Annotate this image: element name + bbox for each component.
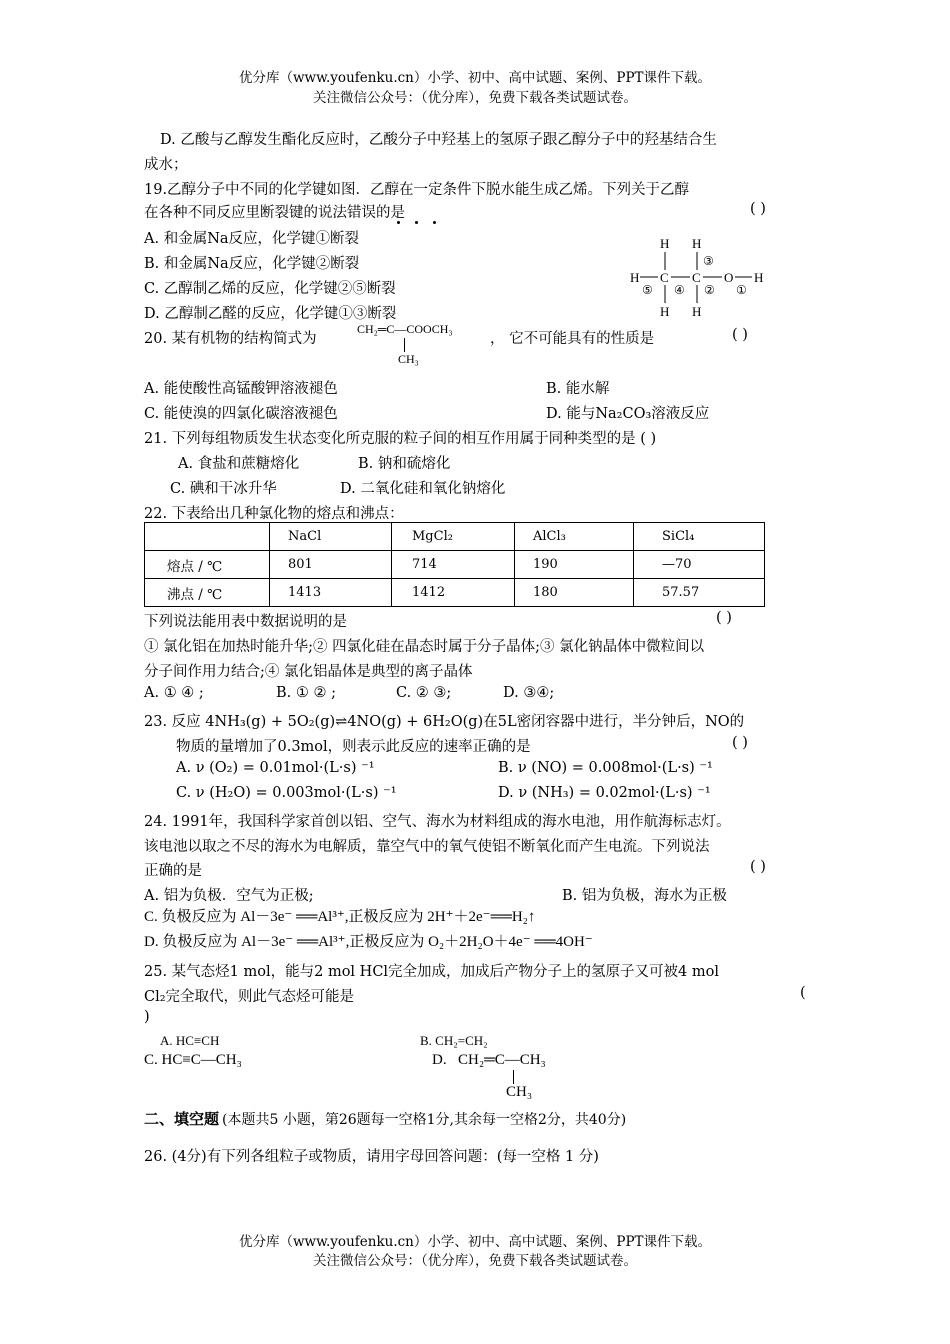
q20-option-b: B. 能水解 (546, 381, 610, 397)
chloride-data-table (144, 522, 765, 607)
table-cell: 沸点 / ℃ (145, 579, 270, 607)
q19-option-b: B. 和金属Na反应，化学键②断裂 (144, 256, 360, 272)
table-row (145, 551, 765, 579)
q23-option-b: B. ν (NO) = 0.008mol·(L·s) ⁻¹ (498, 760, 713, 776)
q25-stem-line2: Cl₂完全取代，则此气态烃可能是 (144, 989, 355, 1005)
table-header-cell: NaCl (270, 523, 392, 551)
q18-option-d-line2: 成水； (144, 157, 188, 173)
q19-option-a: A. 和金属Na反应，化学键①断裂 (144, 231, 360, 247)
svg-text:O: O (724, 270, 734, 285)
q21-option-d: D. 二氧化硅和氧化钠熔化 (340, 481, 506, 497)
q24-stem-line3: 正确的是 (144, 863, 202, 879)
header-line-2: 关注微信公众号：（优分库），免费下载各类试题试卷。 (313, 90, 637, 106)
bond-label-2: ② (704, 283, 715, 297)
q23-option-c: C. ν (H₂O) = 0.003mol·(L·s) ⁻¹ (176, 785, 397, 801)
q20-stem-pre: 20. 某有机物的结构简式为 (144, 331, 317, 347)
svg-text:H: H (660, 304, 670, 319)
q24-option-a: A. 铝为负极．空气为正极; (144, 888, 314, 904)
q24-stem-line2: 该电池以取之不尽的海水为电解质，靠空气中的氧气使铝不断氧化而产生电流。下列说法 (144, 839, 710, 855)
table-header-cell: AlCl₃ (515, 523, 634, 551)
table-cell: —70 (634, 551, 765, 579)
q24-option-b: B. 铝为负极，海水为正极 (562, 888, 727, 904)
q22-option-d: D. ③④; (503, 685, 555, 701)
q20-formula-top: CH₂═C—COOCH₃ (357, 322, 453, 336)
svg-text:H: H (630, 270, 640, 285)
bond-label-5: ⑤ (642, 283, 653, 297)
table-cell: 714 (392, 551, 515, 579)
q23-option-d: D. ν (NH₃) = 0.02mol·(L·s) ⁻¹ (498, 785, 711, 801)
svg-text:C: C (660, 270, 669, 285)
ethanol-bond-diagram (620, 232, 780, 322)
table-header-cell: SiCl₄ (634, 523, 765, 551)
q23-stem-line1: 23. 反应 4NH₃(g) + 5O₂(g)⇌4NO(g) + 6H₂O(g)在5L密闭容器中进行，半分钟后，NO的 (144, 714, 745, 730)
q22-question: 下列说法能用表中数据说明的是 (144, 614, 347, 630)
q22-option-a: A. ① ④ ; (144, 685, 204, 701)
q25-option-b: B. CH₂=CH₂ (420, 1033, 488, 1048)
q20-option-a: A. 能使酸性高锰酸钾溶液褪色 (144, 381, 338, 397)
q20-option-d: D. 能与Na₂CO₃溶液反应 (546, 406, 710, 422)
header-line-1: 优分库（www.youfenku.cn）小学、初中、高中试题、案例、PPT课件下载。 (238, 70, 712, 86)
footer-line-2: 关注微信公众号：（优分库），免费下载各类试题试卷。 (313, 1253, 637, 1269)
diagram-h: H (660, 236, 670, 251)
q21-stem: 21. 下列每组物质发生状态变化所克服的粒子间的相互作用属于同种类型的是 ( ) (144, 431, 657, 447)
q25-paren-open: ( (800, 985, 806, 1001)
bond-label-4: ④ (674, 283, 685, 297)
section-2-title: 二、填空题 (144, 1110, 220, 1128)
svg-text:C: C (692, 270, 701, 285)
q25-stem-line1: 25. 某气态烃1 mol，能与2 mol HCl完全加成，加成后产物分子上的氢原子又可被4 mol (144, 964, 720, 980)
table-cell: 190 (515, 551, 634, 579)
q20-answer-blank: ( ) (732, 327, 748, 343)
q20-formula-bond (404, 338, 405, 352)
q21-option-a: A. 食盐和蔗糖熔化 (178, 456, 300, 472)
q20-formula-bottom: CH₃ (398, 352, 419, 366)
q24-answer-blank: ( ) (750, 859, 766, 875)
table-cell: 熔点 / ℃ (145, 551, 270, 579)
bond-label-3: ③ (703, 254, 714, 268)
q22-stem: 22. 下表给出几种氯化物的熔点和沸点： (144, 506, 404, 522)
q25-option-d-bond (513, 1070, 514, 1084)
table-cell: 57.57 (634, 579, 765, 607)
q25-option-c: C. HC≡C—CH₃ (144, 1052, 242, 1068)
svg-text:H: H (754, 270, 764, 285)
q25-option-a: A. HC≡CH (160, 1033, 220, 1048)
table-header-row (145, 523, 765, 551)
table-header-cell (145, 523, 270, 551)
table-header-cell: MgCl₂ (392, 523, 515, 551)
table-cell: 801 (270, 551, 392, 579)
q22-option-b: B. ① ② ; (276, 685, 336, 701)
q25-option-d-formula-top: CH₂═C—CH₃ (458, 1052, 546, 1068)
q20-stem-post: ， 它不可能具有的性质是 (490, 331, 655, 347)
q21-option-c: C. 碘和干冰升华 (170, 481, 277, 497)
q24-option-c: C. 负极反应为 Al－3e⁻ ══Al³⁺,正极反应为 2H⁺＋2e⁻══H₂↑ (144, 909, 536, 925)
q22-statements-line1: ① 氯化铝在加热时能升华;② 四氯化硅在晶态时属于分子晶体;③ 氯化钠晶体中微粒间以 (144, 639, 705, 655)
q19-option-c: C. 乙醇制乙烯的反应，化学键②⑤断裂 (144, 281, 396, 297)
q22-answer-blank: ( ) (716, 610, 732, 626)
bond-label-1: ① (736, 283, 747, 297)
q23-option-a: A. ν (O₂) = 0.01mol·(L·s) ⁻¹ (176, 760, 375, 776)
section-2-note: (本题共5 小题，第26题每一空格1分,其余每一空格2分，共40分) (222, 1112, 627, 1128)
svg-text:H: H (692, 304, 702, 319)
q26-stem: 26. (4分)有下列各组粒子或物质，请用字母回答问题：(每一空格 1 分) (144, 1149, 599, 1165)
q23-stem-line2: 物质的量增加了0.3mol，则表示此反应的速率正确的是 (176, 739, 531, 755)
q25-paren-close: ) (144, 1009, 150, 1025)
q20-option-c: C. 能使溴的四氯化碳溶液褪色 (144, 406, 338, 422)
q19-option-d: D. 乙醇制乙醛的反应，化学键①③断裂 (144, 306, 397, 322)
q19-answer-blank: ( ) (750, 201, 766, 217)
table-cell: 1413 (270, 579, 392, 607)
table-cell: 1412 (392, 579, 515, 607)
q25-option-d-label: D. (432, 1052, 447, 1068)
q23-answer-blank: ( ) (732, 735, 748, 751)
table-cell: 180 (515, 579, 634, 607)
q25-option-d-formula-bottom: CH₃ (506, 1084, 533, 1100)
q22-statements-line2: 分子间作用力结合;④ 氯化铝晶体是典型的离子晶体 (144, 664, 473, 680)
q22-option-c: C. ② ③; (396, 685, 452, 701)
q18-option-d-line1: D. 乙酸与乙醇发生酯化反应时，乙酸分子中羟基上的氢原子跟乙醇分子中的羟基结合生 (160, 132, 717, 148)
q21-option-b: B. 钠和硫熔化 (358, 456, 451, 472)
q24-option-d: D. 负极反应为 Al－3e⁻ ══Al³⁺,正极反应为 O₂＋2H₂O＋4e⁻ ══4OH⁻ (144, 934, 593, 950)
svg-text:H: H (692, 236, 702, 251)
q19-stem-line2: 在各种不同反应里断裂键的说法错误的是 (144, 205, 405, 221)
q24-stem-line1: 24. 1991年，我国科学家首创以铝、空气、海水为材料组成的海水电池，用作航海标志灯。 (144, 814, 731, 830)
table-row (145, 579, 765, 607)
q19-stem-line1: 19.乙醇分子中不同的化学键如图．乙醇在一定条件下脱水能生成乙烯。下列关于乙醇 (144, 182, 690, 198)
footer-line-1: 优分库（www.youfenku.cn）小学、初中、高中试题、案例、PPT课件下载。 (238, 1234, 712, 1250)
